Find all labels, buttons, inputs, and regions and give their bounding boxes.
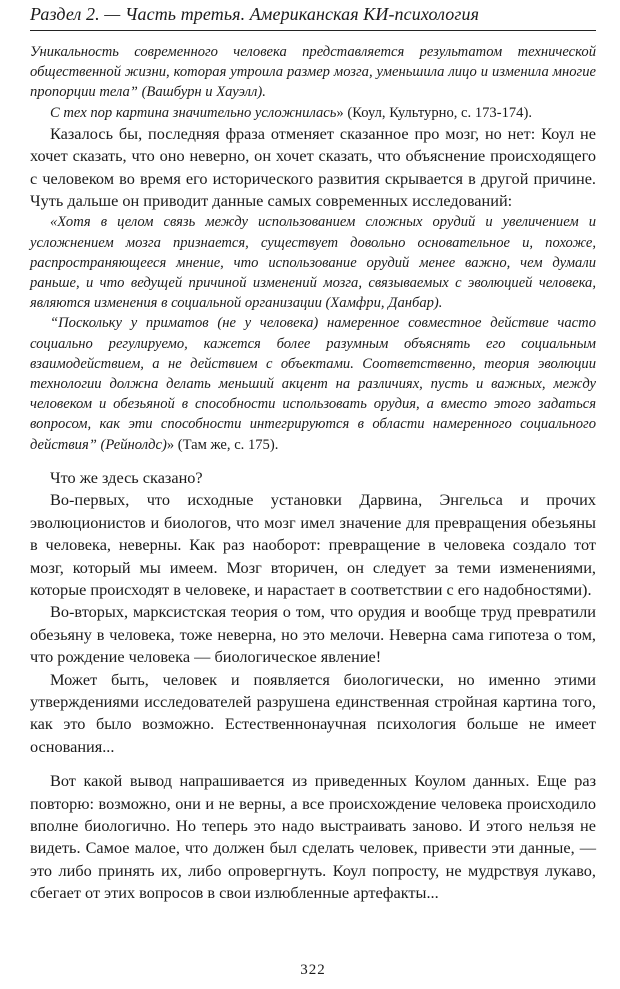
- quote-reynolds-citation: » (Там же, с. 175).: [166, 436, 279, 453]
- quote-tools: «Хотя в целом связь между использованием сложных орудий и увеличением и усложнением мозга признается, существует довольно основательное и, похоже, распространяющееся мнение, что использование орудий менее важно, чем думали раньше, и что ведущей причиной изменений мозга, связываемых с эволюцией человека, являются изменения в социальной организации (Хамфри, Данбар).: [30, 214, 596, 312]
- quote-washburn: Уникальность современного человека представляется результатом технической общественной жизни, которая утроила размер мозга, уменьшила лицо и изменила многие пропорции тела” (Вашбурн и Хауэлл).: [30, 44, 596, 101]
- paragraph-brain: Казалось бы, последняя фраза отменяет сказанное про мозг, но нет: Коул не хочет сказать, что оно неверно, он хочет сказать, что объяснение происходящего с человеком во время его исторического развития скрывается в другой причине. Чуть дальше он приводит данные самых современных исследований:: [30, 123, 596, 211]
- section-gap: [30, 758, 596, 770]
- quote-reynolds: [30, 313, 596, 454]
- quote-cole-tail-italic: С тех пор картина значительно усложнилась: [50, 104, 337, 121]
- quote-reynolds-italic: “Поскольку у приматов (не у человека) намеренное совместное действие часто социально регулируемо, кажется более разумным объяснять его социальным взаимодействием, а не действием с объектами. Соответственно, теория эволюции технологии должна делать меньший акцент на различиях, пусть и важных, между человеком и обезьяной в способности использовать орудия, а вместо этого задаться вопросом, как эти способности интегрируются в области намеренного социального действия” (Рейнолдс): [30, 315, 596, 453]
- quote-cole-tail: [30, 103, 596, 123]
- paragraph-first: Во-первых, что исходные установки Дарвина, Энгельса и прочих эволюционистов и биологов, что мозг имел значение для превращения обезьяны в человека, неверны. Как раз наоборот: превращение в человека создало тот мозг, который мы имеем. Мозг вторичен, он следует за теми изменениями, которые происходят в человеке, и нарастает в соответствии с его надобностями).: [30, 490, 596, 599]
- paragraph-conclusion: Вот какой вывод напрашивается из приведенных Коулом данных. Еще раз повторю: возможно, они и не верны, а все происхождение человека происходило вполне биологично. Но теперь это надо выстраивать заново. И этого нельзя не видеть. Самое малое, что должен был сделать человек, привести эти данные, — это либо принять их, либо опровергнуть. Коул попросту, не мудрствуя лукаво, сбегает от этих вопросов в свои излюбленные артефакты...: [30, 771, 596, 903]
- paragraph-maybe: Может быть, человек и появляется биологически, но именно этими утверждениями исследователей разрушена единственная стройная картина того, как это было возможно. Естественнонаучная психология больше не имеет основания...: [30, 669, 596, 756]
- header-rule: [30, 30, 596, 31]
- paragraph-question: Что же здесь сказано?: [50, 467, 203, 487]
- page-number: 322: [300, 962, 326, 978]
- paragraph-second: Во-вторых, марксистская теория о том, что орудия и вообще труд превратили обезьяну в человека, тоже неверна, но это мелочи. Неверна сама гипотеза о том, что рождение человека — биологическое явление!: [30, 602, 596, 667]
- quote-cole-tail-citation: » (Коул, Культурно, с. 173-174).: [336, 104, 532, 121]
- section-gap: [30, 455, 596, 467]
- page-body: [30, 42, 596, 905]
- running-header: Раздел 2. — Часть третья. Американская КИ-психология: [30, 4, 480, 24]
